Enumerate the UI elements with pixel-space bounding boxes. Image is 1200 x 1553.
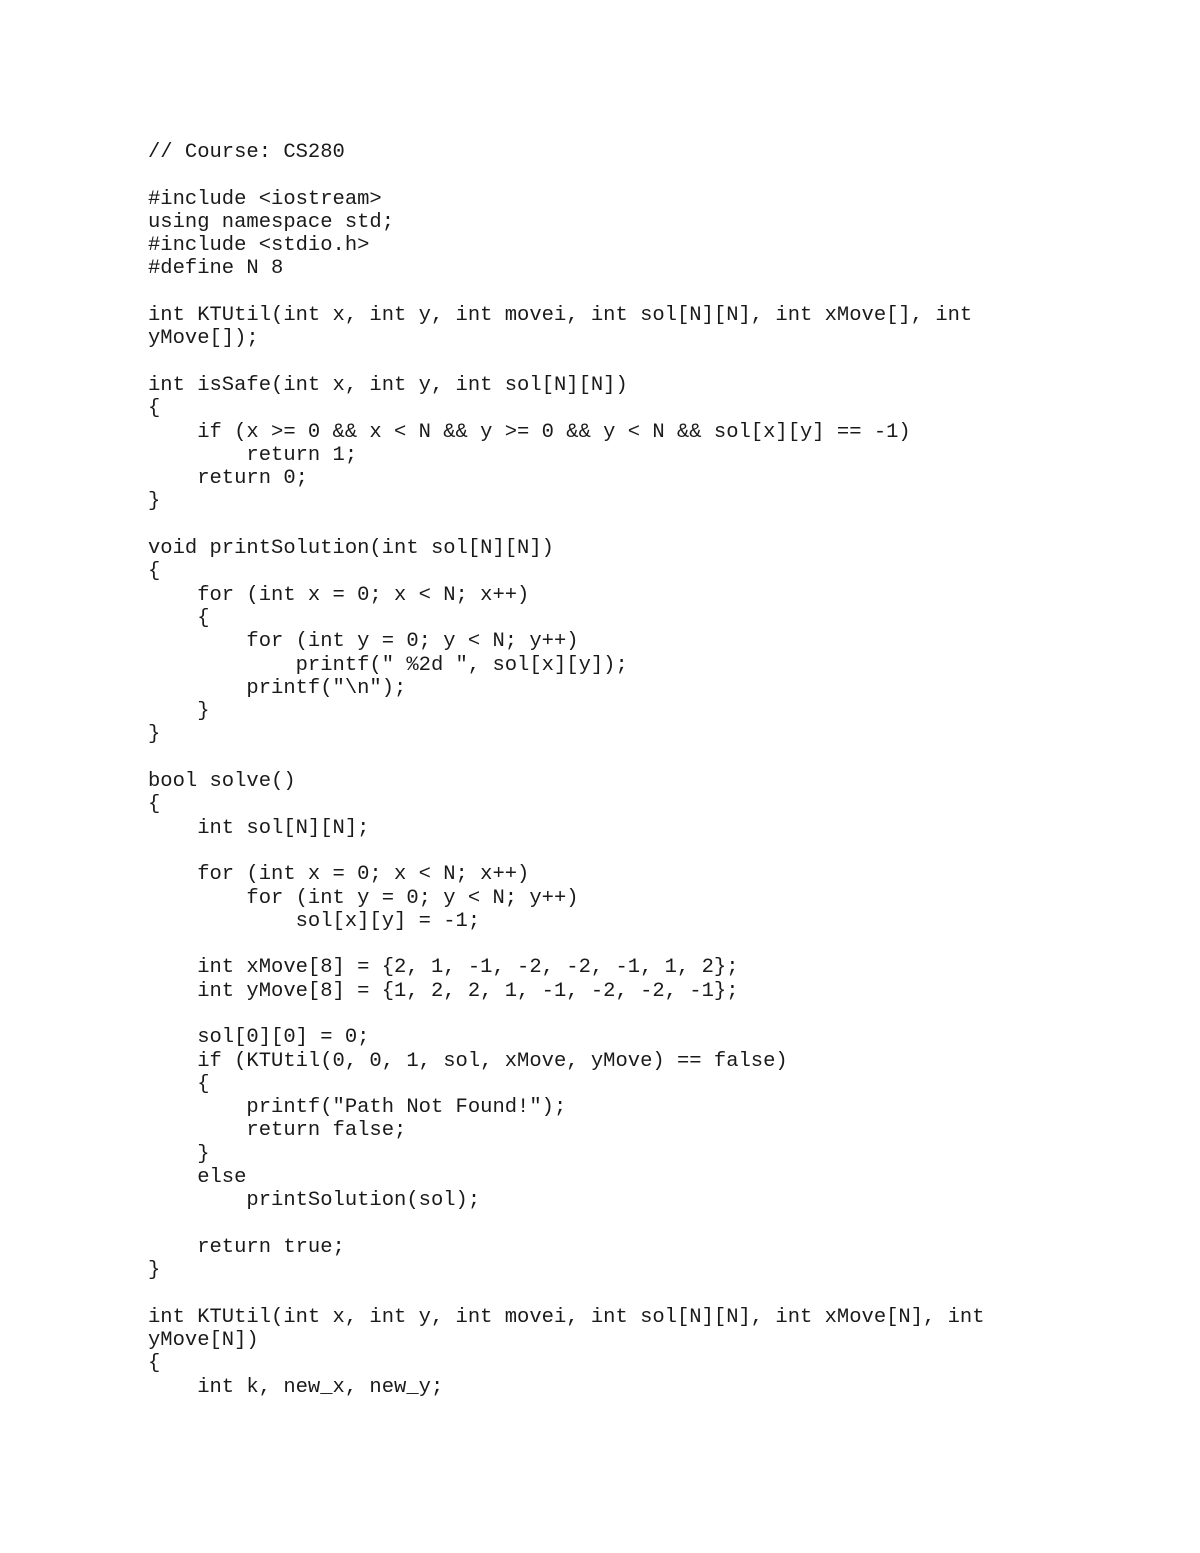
code-line: int KTUtil(int x, int y, int movei, int sol[N][N], int xMove[N], int bbox=[148, 1305, 985, 1329]
code-line: { bbox=[148, 606, 210, 630]
code-line bbox=[148, 514, 1148, 537]
code-line bbox=[148, 164, 1148, 187]
code-line: int k, new_x, new_y; bbox=[148, 1375, 444, 1399]
code-line: int KTUtil(int x, int y, int movei, int sol[N][N], int xMove[], int bbox=[148, 304, 973, 328]
code-line bbox=[148, 1003, 1148, 1026]
code-line bbox=[148, 747, 1148, 770]
code-line: { bbox=[148, 560, 161, 584]
code-line: int isSafe(int x, int y, int sol[N][N]) bbox=[148, 373, 628, 397]
code-line: // Course: CS280 bbox=[148, 141, 345, 164]
code-line: if (KTUtil(0, 0, 1, sol, xMove, yMove) == false) bbox=[148, 1049, 788, 1073]
code-line: #include <stdio.h> bbox=[148, 234, 370, 258]
code-line: sol[0][0] = 0; bbox=[148, 1026, 370, 1050]
code-line: } bbox=[148, 1142, 210, 1166]
code-line bbox=[148, 1283, 1148, 1306]
code-line: int sol[N][N]; bbox=[148, 816, 370, 840]
code-line: return true; bbox=[148, 1235, 345, 1259]
code-line: sol[x][y] = -1; bbox=[148, 909, 481, 933]
code-line: for (int x = 0; x < N; x++) bbox=[148, 863, 530, 887]
code-line: using namespace std; bbox=[148, 210, 395, 234]
code-line: bool solve() bbox=[148, 770, 296, 794]
code-line: void printSolution(int sol[N][N]) bbox=[148, 537, 554, 561]
code-line: printSolution(sol); bbox=[148, 1189, 481, 1213]
code-line: } bbox=[148, 723, 161, 747]
code-line: } bbox=[148, 700, 210, 724]
code-line: for (int y = 0; y < N; y++) bbox=[148, 886, 579, 910]
code-listing bbox=[148, 141, 1148, 1399]
code-line: printf("Path Not Found!"); bbox=[148, 1096, 567, 1120]
code-line: int xMove[8] = {2, 1, -1, -2, -2, -1, 1, 2}; bbox=[148, 956, 739, 980]
code-line bbox=[148, 351, 1148, 374]
code-line: printf(" %2d ", sol[x][y]); bbox=[148, 653, 628, 677]
code-line: for (int x = 0; x < N; x++) bbox=[148, 583, 530, 607]
code-line: yMove[]); bbox=[148, 327, 259, 351]
code-line: printf("\n"); bbox=[148, 676, 407, 700]
code-line: for (int y = 0; y < N; y++) bbox=[148, 630, 579, 654]
code-line: int yMove[8] = {1, 2, 2, 1, -1, -2, -2, -1}; bbox=[148, 979, 739, 1003]
code-line bbox=[148, 840, 1148, 863]
code-line: } bbox=[148, 1259, 161, 1283]
code-line: #include <iostream> bbox=[148, 187, 382, 211]
code-line: { bbox=[148, 793, 161, 817]
code-line: return false; bbox=[148, 1119, 407, 1143]
code-line: return 1; bbox=[148, 443, 358, 467]
code-line: { bbox=[148, 397, 161, 421]
code-line bbox=[148, 1213, 1148, 1236]
code-line: yMove[N]) bbox=[148, 1329, 259, 1353]
code-line: else bbox=[148, 1166, 247, 1190]
code-line: return 0; bbox=[148, 467, 308, 491]
code-line bbox=[148, 933, 1148, 956]
code-line: #define N 8 bbox=[148, 257, 284, 281]
code-line bbox=[148, 281, 1148, 304]
code-line: { bbox=[148, 1352, 161, 1376]
code-line: } bbox=[148, 490, 161, 514]
code-line: { bbox=[148, 1072, 210, 1096]
code-line: if (x >= 0 && x < N && y >= 0 && y < N && sol[x][y] == -1) bbox=[148, 420, 911, 444]
